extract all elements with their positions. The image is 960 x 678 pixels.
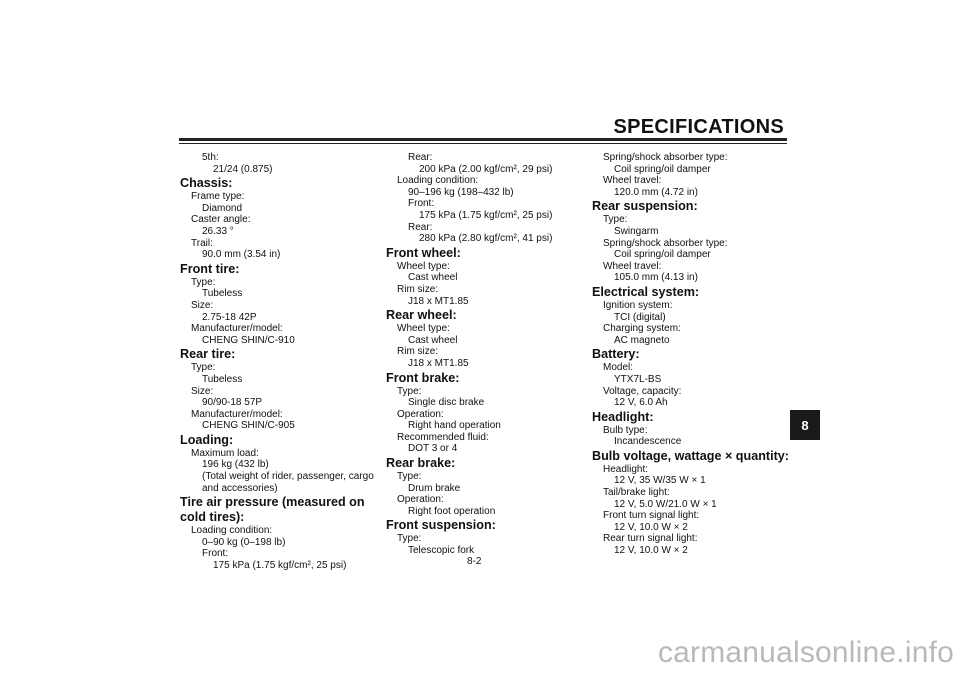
- spec-line: 12 V, 6.0 Ah: [614, 397, 668, 409]
- header-rule-thin: [179, 143, 787, 144]
- spec-line: TCI (digital): [614, 311, 666, 323]
- spec-line: Drum brake: [408, 482, 461, 494]
- spec-line: Type:: [191, 276, 216, 288]
- section-heading: Rear tire:: [180, 347, 236, 362]
- spec-line: 280 kPa (2.80 kgf/cm², 41 psi): [419, 233, 553, 245]
- section-heading: Electrical system:: [592, 284, 700, 299]
- spec-column-1: [180, 152, 376, 572]
- spec-line: Wheel type:: [397, 323, 450, 335]
- section-heading: Rear suspension:: [592, 199, 698, 214]
- spec-line: Right foot operation: [408, 505, 496, 517]
- section-heading: Front suspension:: [386, 518, 496, 533]
- spec-line: Manufacturer/model:: [191, 408, 283, 420]
- page-title: SPECIFICATIONS: [613, 116, 784, 138]
- spec-line: Recommended fluid:: [397, 431, 489, 443]
- section-heading: Front brake:: [386, 370, 460, 385]
- spec-line: Voltage, capacity:: [603, 385, 682, 397]
- header-rule-thick: [179, 138, 787, 141]
- section-heading: Loading:: [180, 432, 234, 447]
- section-heading: Battery:: [592, 347, 640, 362]
- spec-line: CHENG SHIN/C-905: [202, 420, 295, 432]
- section-heading: Front wheel:: [386, 245, 461, 260]
- spec-line: YTX7L-BS: [614, 373, 662, 385]
- spec-line: Spring/shock absorber type:: [603, 237, 728, 249]
- spec-line: Incandescence: [614, 436, 682, 448]
- spec-line: Loading condition:: [191, 525, 273, 537]
- spec-line: J18 x MT1.85: [408, 357, 469, 369]
- spec-line: 12 V, 35 W/35 W × 1: [614, 475, 706, 487]
- spec-line: Tubeless: [202, 288, 243, 300]
- spec-line: Size:: [191, 299, 214, 311]
- spec-line: Bulb type:: [603, 424, 648, 436]
- spec-line: Maximum load:: [191, 447, 259, 459]
- section-heading: Chassis:: [180, 176, 233, 191]
- section-heading: Tire air pressure (measured on cold tires):: [180, 495, 365, 525]
- spec-line: Charging system:: [603, 323, 681, 335]
- spec-line: Front:: [408, 198, 435, 210]
- spec-line: 120.0 mm (4.72 in): [614, 186, 698, 198]
- section-heading: Rear wheel:: [386, 308, 457, 323]
- spec-line: 21/24 (0.875): [213, 163, 273, 175]
- spec-line: Wheel travel:: [603, 175, 662, 187]
- spec-line: Swingarm: [614, 225, 659, 237]
- spec-line: 90–196 kg (198–432 lb): [408, 186, 514, 198]
- spec-line: Tail/brake light:: [603, 487, 670, 499]
- spec-line: Type:: [397, 533, 422, 545]
- spec-line: Operation:: [397, 408, 444, 420]
- spec-line: (Total weight of rider, passenger, cargo and accessories): [202, 471, 374, 494]
- spec-line: Model:: [603, 362, 634, 374]
- spec-line: Right hand operation: [408, 420, 501, 432]
- spec-line: 175 kPa (1.75 kgf/cm², 25 psi): [213, 560, 347, 572]
- spec-line: Rear:: [408, 152, 433, 163]
- spec-line: Coil spring/oil damper: [614, 163, 711, 175]
- spec-line: 2.75-18 42P: [202, 311, 257, 323]
- spec-line: Spring/shock absorber type:: [603, 152, 728, 163]
- spec-line: Rim size:: [397, 283, 439, 295]
- spec-line: Tubeless: [202, 373, 243, 385]
- spec-line: Type:: [191, 362, 216, 374]
- watermark-text: carmanualsonline.info: [657, 636, 954, 669]
- spec-line: Operation:: [397, 494, 444, 506]
- section-heading: Front tire:: [180, 261, 240, 276]
- spec-line: Size:: [191, 385, 214, 397]
- spec-line: Front turn signal light:: [603, 510, 700, 522]
- spec-line: 5th:: [202, 152, 219, 163]
- spec-line: Telescopic fork: [408, 545, 475, 557]
- spec-column-3: [592, 152, 788, 557]
- spec-line: Wheel travel:: [603, 260, 662, 272]
- spec-line: 200 kPa (2.00 kgf/cm², 29 psi): [419, 163, 553, 175]
- spec-line: CHENG SHIN/C-910: [202, 334, 295, 346]
- spec-line: J18 x MT1.85: [408, 295, 469, 307]
- section-heading: Rear brake:: [386, 456, 456, 471]
- spec-line: Rim size:: [397, 346, 439, 358]
- spec-line: Diamond: [202, 202, 243, 214]
- spec-line: Ignition system:: [603, 299, 673, 311]
- spec-line: Cast wheel: [408, 334, 458, 346]
- spec-line: 175 kPa (1.75 kgf/cm², 25 psi): [419, 209, 553, 221]
- spec-line: Coil spring/oil damper: [614, 249, 711, 261]
- spec-line: Single disc brake: [408, 397, 485, 409]
- spec-line: Frame type:: [191, 191, 245, 203]
- spec-line: 12 V, 5.0 W/21.0 W × 1: [614, 498, 717, 510]
- spec-line: 105.0 mm (4.13 in): [614, 272, 698, 284]
- spec-line: Manufacturer/model:: [191, 323, 283, 335]
- spec-line: Loading condition:: [397, 175, 479, 187]
- spec-line: 26.33 °: [202, 225, 234, 237]
- spec-line: 196 kg (432 lb): [202, 459, 269, 471]
- spec-line: Rear turn signal light:: [603, 533, 698, 545]
- chapter-tab: [790, 410, 820, 440]
- spec-line: Headlight:: [603, 463, 649, 475]
- spec-line: Type:: [397, 385, 422, 397]
- spec-line: Type:: [603, 214, 628, 226]
- page-number: 8-2: [467, 556, 482, 567]
- spec-line: Wheel type:: [397, 260, 450, 272]
- spec-line: 90.0 mm (3.54 in): [202, 249, 281, 261]
- spec-line: 0–90 kg (0–198 lb): [202, 536, 286, 548]
- spec-line: Type:: [397, 471, 422, 483]
- spec-line: AC magneto: [614, 334, 670, 346]
- spec-column-2: [386, 152, 582, 557]
- spec-line: Front:: [202, 548, 229, 560]
- spec-line: 90/90-18 57P: [202, 397, 263, 409]
- spec-line: Caster angle:: [191, 214, 251, 226]
- spec-line: Trail:: [191, 237, 213, 249]
- spec-line: 12 V, 10.0 W × 2: [614, 521, 688, 533]
- spec-line: 12 V, 10.0 W × 2: [614, 545, 688, 557]
- spec-line: DOT 3 or 4: [408, 443, 458, 455]
- section-heading: Headlight:: [592, 409, 654, 424]
- spec-line: Rear:: [408, 221, 433, 233]
- section-heading: Bulb voltage, wattage × quantity:: [592, 448, 789, 463]
- spec-line: Cast wheel: [408, 272, 458, 284]
- chapter-tab-label: 8: [801, 417, 809, 433]
